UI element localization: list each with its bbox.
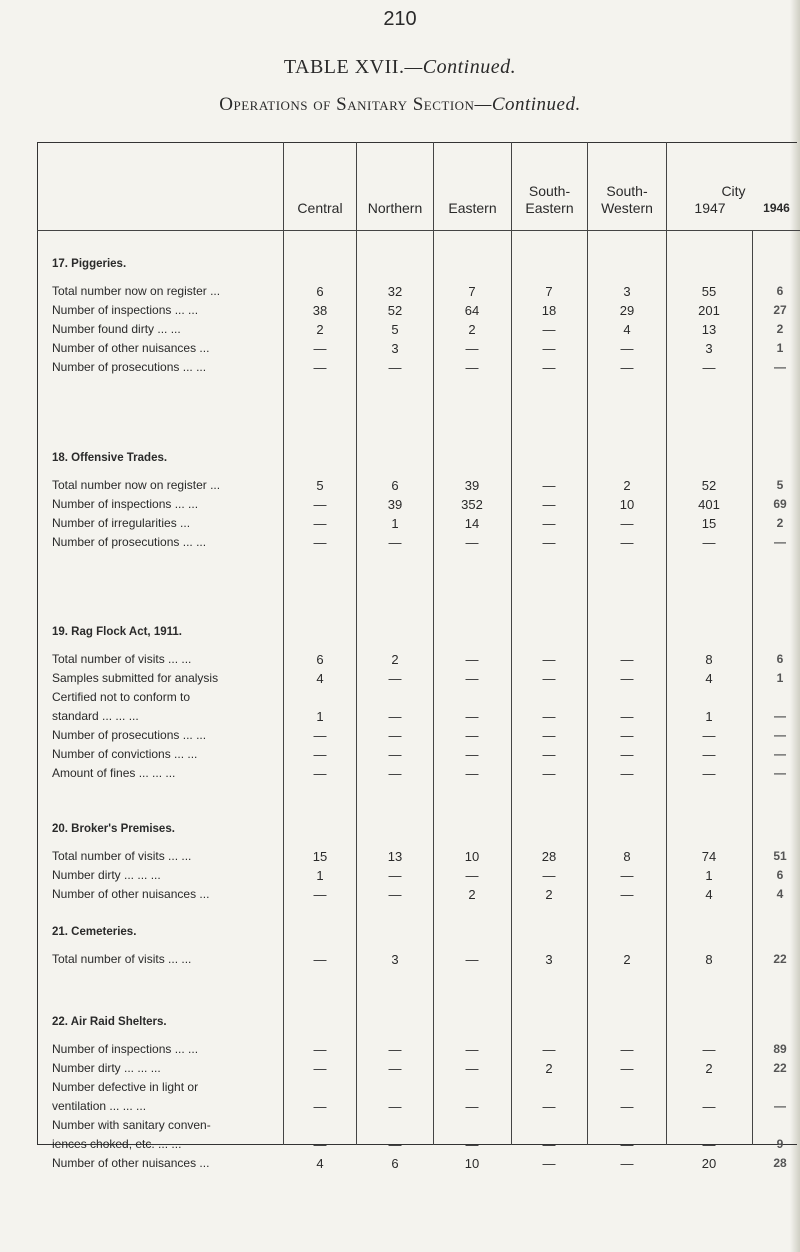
table-cell-1946: — xyxy=(774,728,786,742)
table-cell: — xyxy=(620,887,634,902)
table-cell: — xyxy=(313,1061,327,1076)
col-header-south-western xyxy=(588,183,666,217)
table-cell: — xyxy=(542,478,556,493)
table-cell: — xyxy=(620,535,634,550)
table-cell: 39 xyxy=(464,478,480,493)
table-cell: 18 xyxy=(541,303,557,318)
table-cell-1946: 22 xyxy=(773,1061,787,1075)
table-cell: — xyxy=(620,728,634,743)
table-cell: — xyxy=(388,709,402,724)
table-cell: 4 xyxy=(316,1156,324,1171)
table-cell-1946: — xyxy=(774,747,786,761)
table-cell: — xyxy=(702,1042,716,1057)
table-title xyxy=(0,56,800,79)
table-cell-1946: 28 xyxy=(773,1156,787,1170)
table-cell: — xyxy=(388,766,402,781)
table-cell: 2 xyxy=(316,322,324,337)
table-cell: 7 xyxy=(468,284,476,299)
section-title: 18. Offensive Trades. xyxy=(52,452,168,464)
table-cell: — xyxy=(542,497,556,512)
table-cell: 10 xyxy=(464,1156,480,1171)
table-cell: — xyxy=(702,766,716,781)
row-label: Number with sanitary conven- xyxy=(52,1118,211,1132)
column-divider xyxy=(666,142,667,1145)
table-cell: 5 xyxy=(391,322,399,337)
row-label: Number of other nuisances ... xyxy=(52,1156,210,1170)
table-cell: 32 xyxy=(387,284,403,299)
table-cell: — xyxy=(465,1137,479,1152)
table-cell: — xyxy=(313,887,327,902)
section-title: 17. Piggeries. xyxy=(52,258,127,270)
table-cell: — xyxy=(388,887,402,902)
row-label: Number of prosecutions ... ... xyxy=(52,535,207,549)
table-cell: — xyxy=(702,747,716,762)
section-title: 22. Air Raid Shelters. xyxy=(52,1016,167,1028)
table-cell: 2 xyxy=(468,322,476,337)
table-title-continued: —Continued. xyxy=(404,56,517,78)
table-cell: — xyxy=(465,728,479,743)
row-label: Number of irregularities ... xyxy=(52,516,191,530)
table-cell-1946: 4 xyxy=(776,887,784,901)
col-header-central: Central xyxy=(297,200,343,216)
table-cell: 8 xyxy=(705,952,713,967)
table-cell: 401 xyxy=(698,497,720,512)
table-cell: — xyxy=(465,747,479,762)
table-cell: — xyxy=(542,868,556,883)
col-header-city-1947: 1947 xyxy=(694,200,726,216)
table-cell: — xyxy=(620,516,634,531)
table-cell: — xyxy=(313,341,327,356)
table-cell: — xyxy=(620,360,634,375)
table-cell-1946: — xyxy=(774,766,786,780)
table-cell: — xyxy=(702,535,716,550)
table-cell: — xyxy=(313,535,327,550)
table-cell: 201 xyxy=(698,303,720,318)
table-cell: 2 xyxy=(623,952,631,967)
table-cell: 10 xyxy=(619,497,635,512)
table-cell: — xyxy=(465,868,479,883)
table-cell: — xyxy=(542,1042,556,1057)
row-label: Total number now on register ... xyxy=(52,478,221,492)
table-cell: — xyxy=(388,747,402,762)
table-cell: 352 xyxy=(461,497,483,512)
table-cell: — xyxy=(542,322,556,337)
table-cell: 13 xyxy=(701,322,717,337)
table-subtitle-main: Operations of Sanitary Section xyxy=(219,94,475,115)
table-cell-1946: — xyxy=(774,360,786,374)
section-title: 21. Cemeteries. xyxy=(52,926,137,938)
table-cell: — xyxy=(542,360,556,375)
table-title-main: TABLE XVII. xyxy=(283,56,405,78)
table-cell: 28 xyxy=(541,849,557,864)
table-cell: — xyxy=(542,535,556,550)
section-title: 20. Broker's Premises. xyxy=(52,823,175,835)
table-cell: — xyxy=(542,709,556,724)
table-cell-1946: — xyxy=(774,535,786,549)
table-cell: — xyxy=(313,747,327,762)
table-cell: — xyxy=(388,868,402,883)
table-cell: 8 xyxy=(705,652,713,667)
table-cell-1946: 22 xyxy=(773,952,787,966)
row-label: iences choked, etc. ... ... xyxy=(52,1137,182,1151)
table-cell-1946: — xyxy=(774,1099,786,1113)
table-cell: 3 xyxy=(391,341,399,356)
table-cell-1946: 1 xyxy=(776,341,784,355)
table-cell: 2 xyxy=(468,887,476,902)
table-subtitle-continued: —Continued. xyxy=(474,94,581,115)
row-label: standard ... ... ... xyxy=(52,709,139,723)
table-cell: — xyxy=(465,1061,479,1076)
table-cell: — xyxy=(388,1061,402,1076)
table-cell: — xyxy=(313,952,327,967)
table-cell-1946: 2 xyxy=(776,322,784,336)
table-subtitle xyxy=(0,94,800,116)
table-cell: — xyxy=(313,1137,327,1152)
table-cell-1946: 69 xyxy=(773,497,787,511)
row-label: Amount of fines ... ... ... xyxy=(52,766,176,780)
table-cell: — xyxy=(542,671,556,686)
table-cell: — xyxy=(465,671,479,686)
table-cell: — xyxy=(388,1137,402,1152)
table-cell: — xyxy=(542,1099,556,1114)
table-cell: 6 xyxy=(316,284,324,299)
table-cell: 15 xyxy=(701,516,717,531)
row-label: Number dirty ... ... ... xyxy=(52,1061,161,1075)
table-cell-1946: 89 xyxy=(773,1042,787,1056)
header-divider xyxy=(37,230,800,231)
table-cell-1946: 51 xyxy=(773,849,787,863)
row-label: Certified not to conform to xyxy=(52,690,191,704)
table-cell: — xyxy=(620,1042,634,1057)
table-cell: 1 xyxy=(705,709,713,724)
table-cell: — xyxy=(620,652,634,667)
table-cell: 1 xyxy=(705,868,713,883)
table-cell: — xyxy=(465,535,479,550)
column-divider xyxy=(752,230,753,1145)
row-label: Number of prosecutions ... ... xyxy=(52,360,207,374)
table-cell: — xyxy=(542,747,556,762)
table-cell: — xyxy=(465,341,479,356)
table-cell: 3 xyxy=(391,952,399,967)
table-cell: — xyxy=(620,341,634,356)
table-cell: 1 xyxy=(316,868,324,883)
table-cell: 13 xyxy=(387,849,403,864)
column-divider xyxy=(433,142,434,1145)
col-header-eastern: Eastern xyxy=(448,200,497,216)
table-cell: 2 xyxy=(391,652,399,667)
table-cell: 6 xyxy=(316,652,324,667)
table-cell-1946: 6 xyxy=(776,652,784,666)
table-cell: — xyxy=(620,868,634,883)
row-label: Number found dirty ... ... xyxy=(52,322,181,336)
table-cell: 2 xyxy=(545,887,553,902)
table-cell: 3 xyxy=(705,341,713,356)
section-title: 19. Rag Flock Act, 1911. xyxy=(52,626,182,638)
table-cell: — xyxy=(542,652,556,667)
table-cell: — xyxy=(388,728,402,743)
table-cell: 4 xyxy=(705,671,713,686)
col-header-south-eastern-line1: South- xyxy=(528,183,571,199)
table-cell: — xyxy=(542,516,556,531)
table-cell: 7 xyxy=(545,284,553,299)
table-cell: 52 xyxy=(701,478,717,493)
table-cell: — xyxy=(702,1099,716,1114)
table-cell: 2 xyxy=(705,1061,713,1076)
table-cell: — xyxy=(313,766,327,781)
table-cell: 64 xyxy=(464,303,480,318)
row-label: Number of other nuisances ... xyxy=(52,341,210,355)
table-cell: 14 xyxy=(464,516,480,531)
table-cell: — xyxy=(620,747,634,762)
table-cell: 15 xyxy=(312,849,328,864)
table-cell: — xyxy=(465,709,479,724)
row-label: Total number of visits ... ... xyxy=(52,652,192,666)
table-cell: — xyxy=(465,1099,479,1114)
table-cell: — xyxy=(388,1099,402,1114)
table-cell: — xyxy=(702,1137,716,1152)
table-cell: — xyxy=(465,766,479,781)
row-label: Samples submitted for analysis xyxy=(52,671,219,685)
table-cell: 1 xyxy=(391,516,399,531)
table-cell: — xyxy=(620,671,634,686)
table-cell: 5 xyxy=(316,478,324,493)
col-header-south-eastern-line2: Eastern xyxy=(525,200,574,216)
table-cell: 29 xyxy=(619,303,635,318)
table-cell: — xyxy=(388,360,402,375)
row-label: Number of inspections ... ... xyxy=(52,303,199,317)
column-divider xyxy=(587,142,588,1145)
row-label: Total number of visits ... ... xyxy=(52,849,192,863)
table-cell: 8 xyxy=(623,849,631,864)
table-cell: — xyxy=(542,1137,556,1152)
table-cell: 2 xyxy=(545,1061,553,1076)
table-cell: — xyxy=(388,1042,402,1057)
col-header-city: City xyxy=(721,183,746,199)
table-cell: — xyxy=(313,1099,327,1114)
table-cell: 1 xyxy=(316,709,324,724)
table-cell: — xyxy=(542,341,556,356)
table-cell: — xyxy=(702,360,716,375)
table-cell: — xyxy=(313,497,327,512)
col-header-northern: Northern xyxy=(367,200,423,216)
table-cell-1946: 27 xyxy=(773,303,787,317)
row-label: Number of other nuisances ... xyxy=(52,887,210,901)
row-label: Number dirty ... ... ... xyxy=(52,868,161,882)
table-cell: — xyxy=(702,728,716,743)
table-cell: — xyxy=(620,709,634,724)
table-cell: 6 xyxy=(391,478,399,493)
table-cell-1946: — xyxy=(774,709,786,723)
table-cell: — xyxy=(313,516,327,531)
table-cell: 38 xyxy=(312,303,328,318)
row-label: Number of prosecutions ... ... xyxy=(52,728,207,742)
table-cell: — xyxy=(313,1042,327,1057)
table-cell: 2 xyxy=(623,478,631,493)
table-cell-1946: 1 xyxy=(776,671,784,685)
table-cell-1946: 6 xyxy=(776,284,784,298)
table-cell-1946: 5 xyxy=(776,478,784,492)
table-cell: — xyxy=(388,535,402,550)
table-cell: 39 xyxy=(387,497,403,512)
row-label: Total number now on register ... xyxy=(52,284,221,298)
table-cell: 4 xyxy=(316,671,324,686)
table-cell: 3 xyxy=(623,284,631,299)
table-cell: 20 xyxy=(701,1156,717,1171)
column-divider xyxy=(511,142,512,1145)
table-cell: — xyxy=(388,671,402,686)
table-cell-1946: 6 xyxy=(776,868,784,882)
table-cell: — xyxy=(620,1156,634,1171)
table-cell: — xyxy=(620,1061,634,1076)
table-cell: — xyxy=(465,952,479,967)
table-cell: — xyxy=(465,1042,479,1057)
row-label: Number of inspections ... ... xyxy=(52,497,199,511)
table-cell: — xyxy=(542,728,556,743)
table-cell: — xyxy=(542,766,556,781)
table-cell: — xyxy=(465,652,479,667)
table-cell: 3 xyxy=(545,952,553,967)
col-header-south-western-line2: Western xyxy=(601,200,653,216)
table-cell: — xyxy=(620,1099,634,1114)
row-label: Total number of visits ... ... xyxy=(52,952,192,966)
table-cell: 10 xyxy=(464,849,480,864)
table-cell: 74 xyxy=(701,849,717,864)
table-cell: — xyxy=(465,360,479,375)
row-label: ventilation ... ... ... xyxy=(52,1099,147,1113)
row-label: Number defective in light or xyxy=(52,1080,199,1094)
row-label: Number of inspections ... ... xyxy=(52,1042,199,1056)
table-cell: — xyxy=(620,766,634,781)
col-header-south-eastern xyxy=(512,183,587,217)
table-cell: — xyxy=(542,1156,556,1171)
table-cell: — xyxy=(313,360,327,375)
table-cell: 6 xyxy=(391,1156,399,1171)
page-number: 210 xyxy=(383,8,417,30)
row-label: Number of convictions ... ... xyxy=(52,747,198,761)
column-divider xyxy=(356,142,357,1145)
table-cell: — xyxy=(313,728,327,743)
table-cell-1946: 9 xyxy=(776,1137,784,1151)
table-cell: 52 xyxy=(387,303,403,318)
table-cell: 4 xyxy=(705,887,713,902)
table-cell: 55 xyxy=(701,284,717,299)
col-header-city-1946: 1946 xyxy=(763,201,790,215)
table-cell: — xyxy=(620,1137,634,1152)
table-cell: 4 xyxy=(623,322,631,337)
table-cell-1946: 2 xyxy=(776,516,784,530)
col-header-south-western-line1: South- xyxy=(606,183,648,199)
